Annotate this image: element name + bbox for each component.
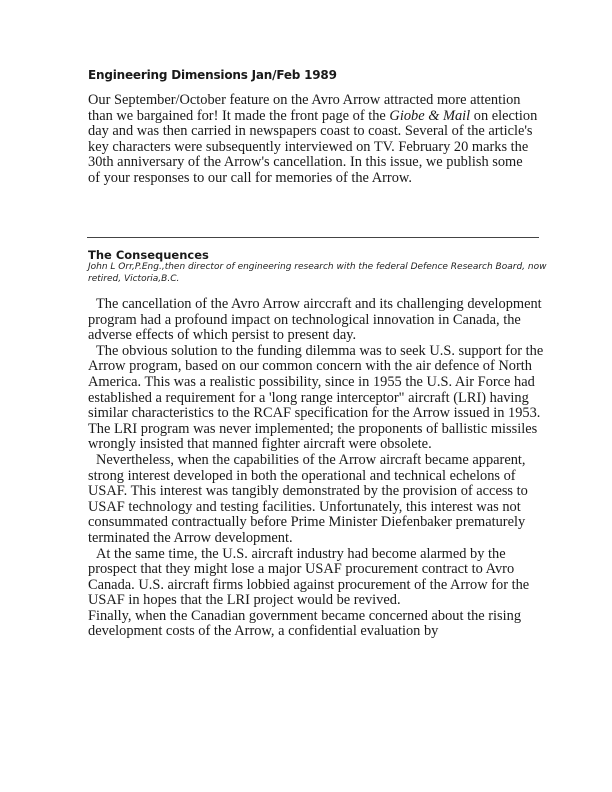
article-paragraph-5: Finally, when the Canadian government became concerned about the rising development costs of the Arrow, a confidential evaluation by <box>88 607 522 640</box>
article-paragraph-1: The cancellation of the Avro Arrow airccraft and its challenging development program had a profound impact on technological innovation in Canada, the adverse effects of which persist to present day. <box>88 296 542 344</box>
article-paragraph-4: At the same time, the U.S. aircraft industry had become alarmed by the prospect that they might lose a major USAF procurement contract to Avro Canada. U.S. aircraft firms lobbied against procurement of the Arrow for the USAF in hopes that the LRI project would be revived. <box>88 545 530 609</box>
article-title: The Consequences <box>88 248 209 262</box>
intro-paragraph <box>88 93 538 187</box>
article-paragraph-3: Nevertheless, when the capabilities of the Arrow aircraft became apparent, strong interest developed in both the operational and technical echelons of USAF. This interest was tangibly demonstrated by the provision of access to USAF technology and testing facilities. Unfortunately, this interest was not consummated contractually before Prime Minister Diefenbaker prematurely terminated the Arrow development. <box>88 451 528 546</box>
intro-text-part2: on election day and was then carried in newspapers coast to coast. Several of the article's key characters were subsequently interviewed on TV. February 20 marks the 30th anniversary of the Arrow's cancellation. In this issue, we publish some of your responses to our call for memories of the Arrow. <box>88 107 538 186</box>
newspaper-name: Giobe & Mail <box>389 107 471 124</box>
intro-text-part1: Our September/October feature on the Avro Arrow attracted more attention than we bargained for! It made the front page of the <box>88 92 521 124</box>
page-header-block <box>88 68 548 187</box>
article-section <box>88 248 548 640</box>
publication-title: Engineering Dimensions Jan/Feb 1989 <box>88 68 337 82</box>
article-paragraph-2: The obvious solution to the funding dilemma was to seek U.S. support for the Arrow program, based on our common concern with the air defence of North America. This was a realistic possibility, since in 1955 the U.S. Air Force had established a requirement for a 'long range interceptor" aircraft (LRI) having similar characteristics to the RCAF specification for the Arrow issued in 1953. The LRI program was never implemented; the proponents of ballistic missiles wrongly insisted that manned fighter aircraft were obsolete. <box>88 342 544 453</box>
horizontal-divider <box>87 237 539 238</box>
article-byline: John L Orr,P.Eng.,then director of engineering research with the federal Defence Research Board, now retired, Victoria,B.C. <box>88 262 547 284</box>
